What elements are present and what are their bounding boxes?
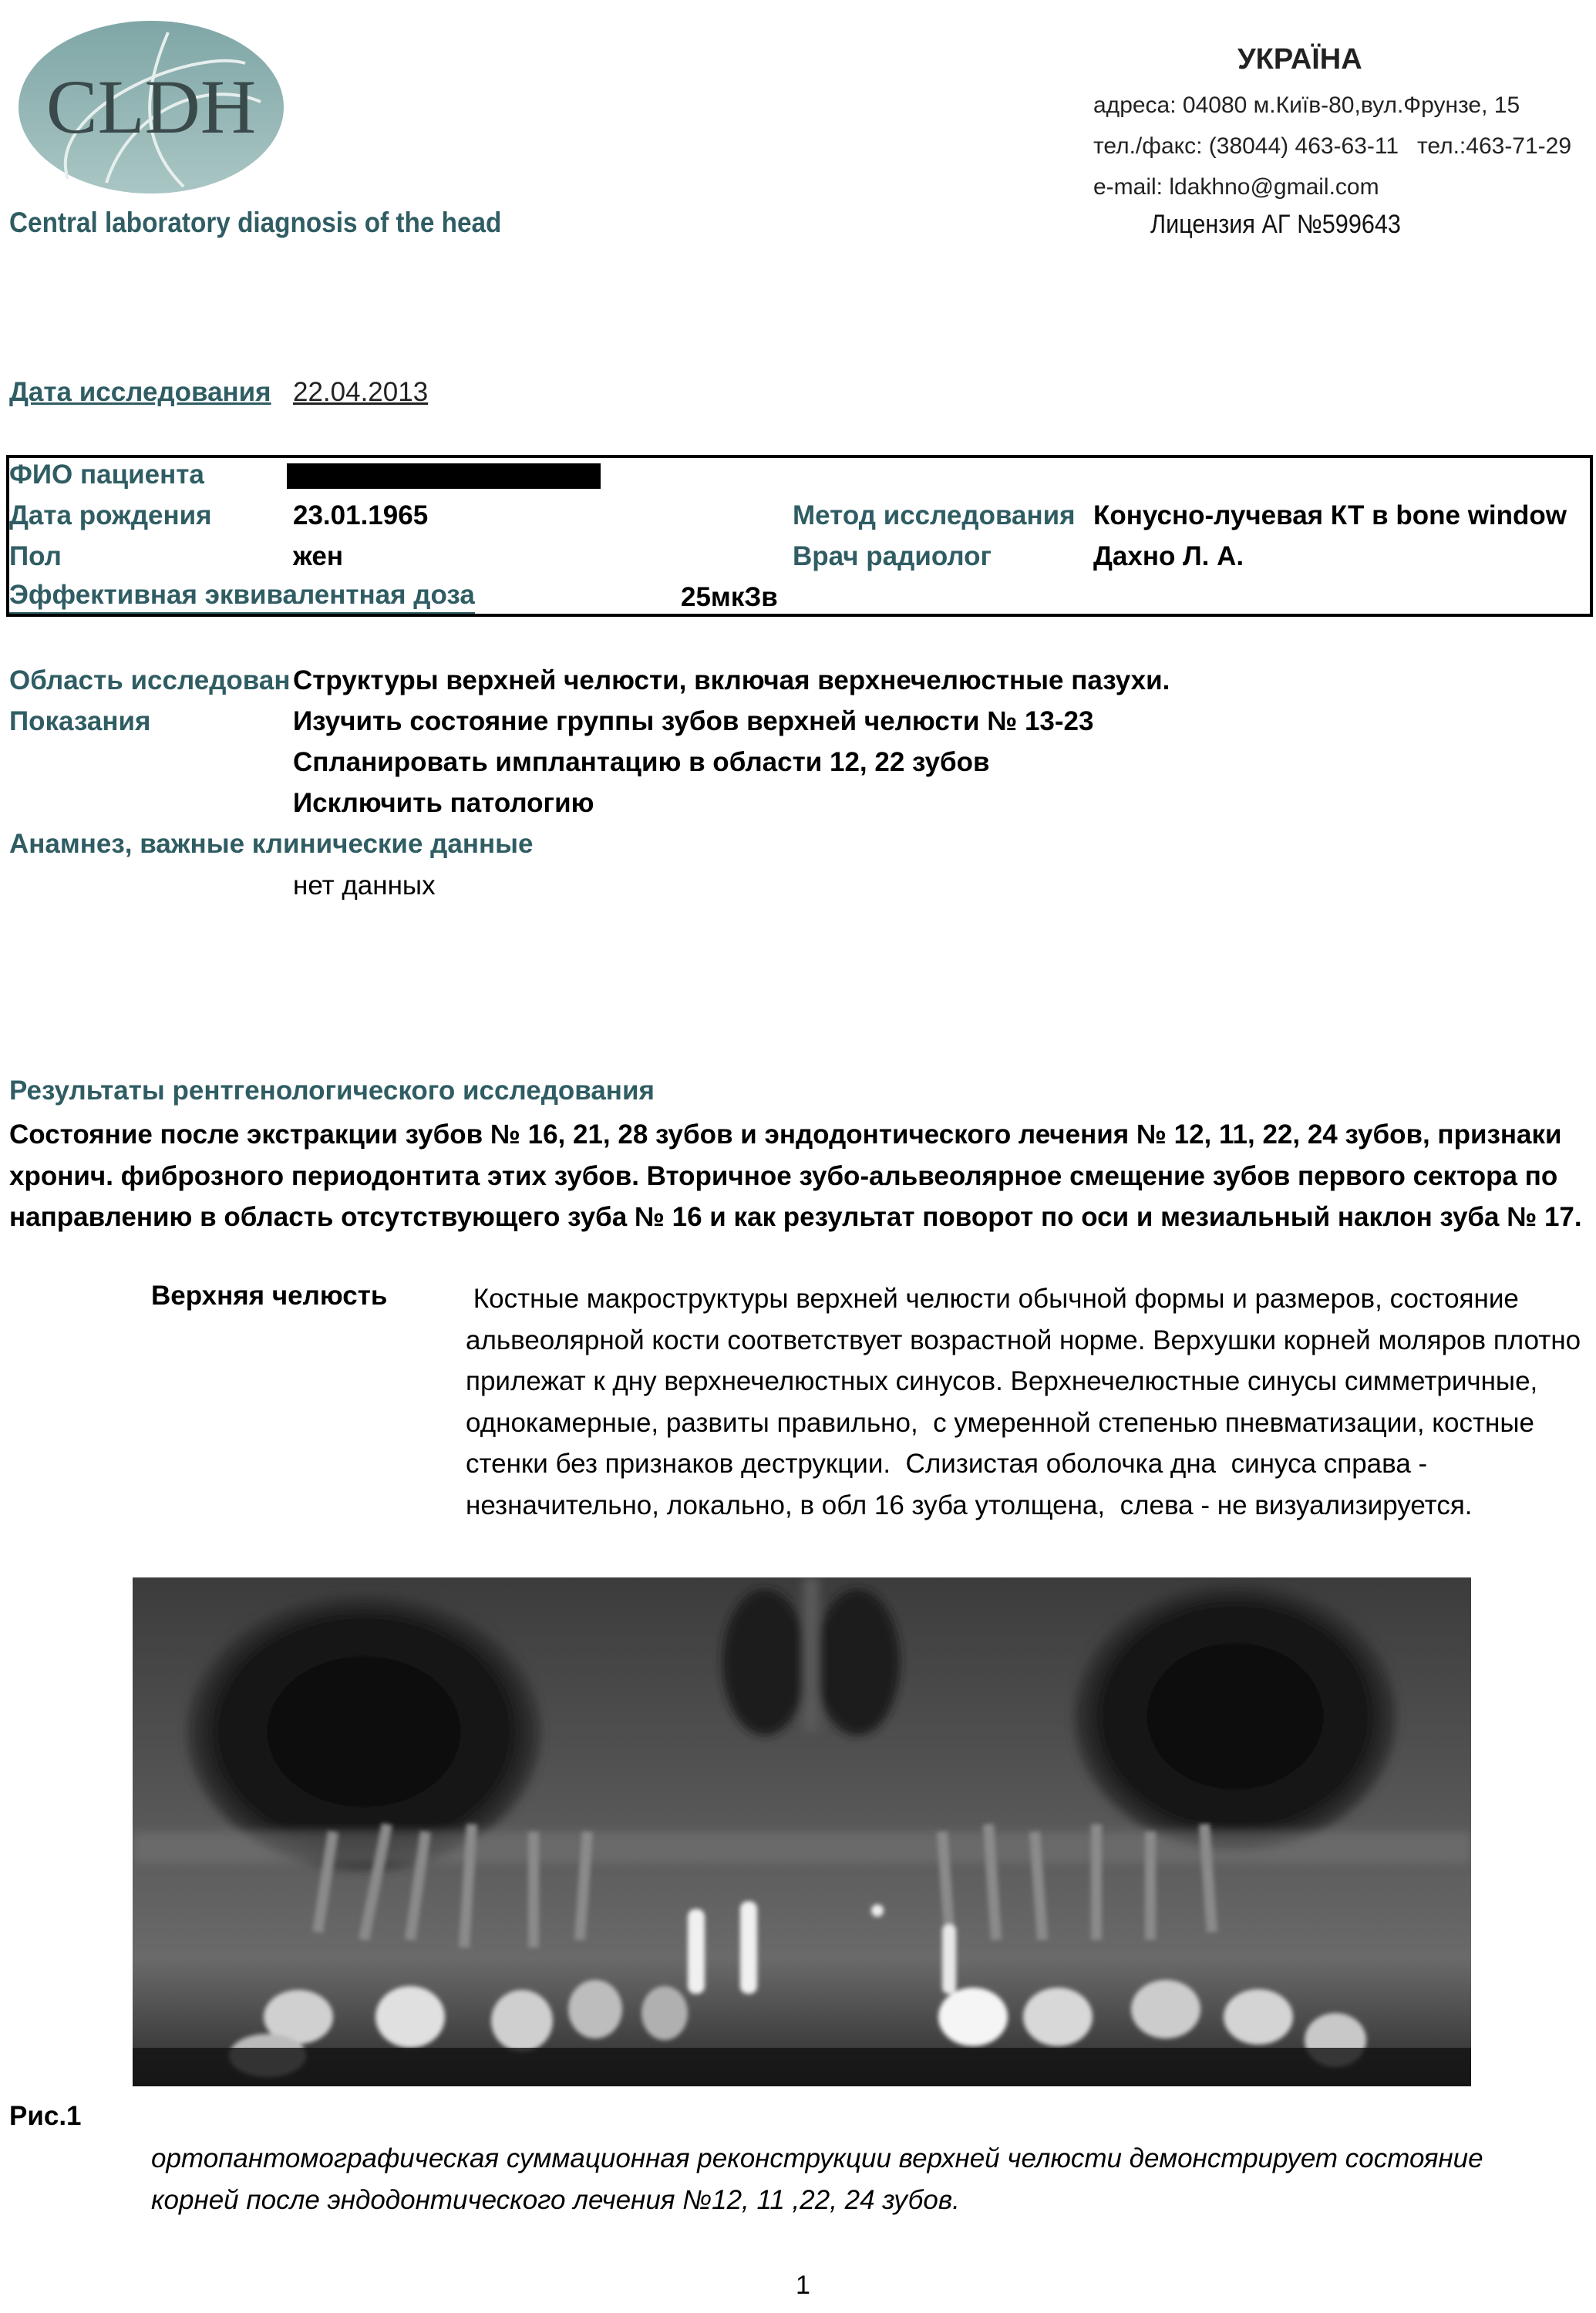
- phone: тел.:463-71-29: [1417, 133, 1572, 159]
- nasal-cavity-right: [815, 1589, 900, 1736]
- root-filling-11: [740, 1901, 757, 1994]
- sex-value: жен: [293, 541, 343, 571]
- method-label: Метод исследования: [793, 500, 1076, 530]
- right-maxillary-sinus: [1073, 1581, 1397, 1851]
- method-value: Конусно-лучевая КТ в bone window: [1093, 500, 1567, 530]
- tooth-crown: [1131, 1980, 1200, 2039]
- phone-fax: тел./факс: (38044) 463-63-11: [1093, 133, 1399, 159]
- logo-text: CLDH: [45, 64, 257, 150]
- anamnesis-label: Анамнез, важные клинические данные: [9, 829, 534, 859]
- birth-date-value: 23.01.1965: [293, 500, 429, 530]
- root-filling-12: [688, 1909, 705, 1994]
- nasal-septum: [803, 1577, 819, 1732]
- tooth-crown: [938, 1988, 1008, 2046]
- nasal-cavity-left: [722, 1589, 807, 1736]
- left-maxillary-sinus: [187, 1593, 541, 1870]
- tooth-crown: [568, 1980, 622, 2039]
- patient-name-label: ФИО пациента: [9, 460, 204, 490]
- study-date-label: Дата исследования: [9, 377, 271, 407]
- birth-date-label: Дата рождения: [9, 500, 212, 530]
- anamnesis-value: нет данных: [293, 870, 436, 901]
- occlusal-gap: [133, 2048, 1471, 2086]
- redacted-patient-name: [287, 463, 601, 489]
- tooth-crown: [1023, 1988, 1093, 2046]
- indication-item: Изучить состояние группы зубов верхней челюсти № 13-23: [293, 706, 1094, 736]
- indication-item: Исключить патологию: [293, 788, 594, 818]
- lab-name: Central laboratory diagnosis of the head: [9, 207, 502, 238]
- tooth-crown: [491, 1990, 553, 2052]
- cldh-logo: [14, 17, 288, 198]
- area-label: Область исследован: [9, 665, 291, 695]
- dose-label: Эффективная эквивалентная доза: [9, 578, 475, 614]
- figure-label: Рис.1: [9, 2101, 82, 2131]
- results-summary: Состояние после экстракции зубов № 16, 21, 28 зубов и эндодонтического лечения № 12, 11, 22, 24 зубов, признаки хронич. фиброзного периодонтита этих зубов. Вторичное зубо-альвеолярное смещение зубов первого сектора по направлению в область отсутствующего зуба № 16 и как результат поворот по оси и мезиальный наклон зуба № 17.: [9, 1119, 1582, 1232]
- country-title: УКРАЇНА: [1237, 43, 1362, 76]
- tooth-crown: [375, 1986, 445, 2048]
- area-value: Структуры верхней челюсти, включая верхнечелюстные пазухи.: [293, 665, 1170, 695]
- tooth-crown: [641, 1986, 688, 2040]
- email: e-mail: ldakhno@gmail.com: [1093, 174, 1379, 200]
- root-filling-apex: [871, 1904, 884, 1917]
- sex-label: Пол: [9, 541, 62, 571]
- indication-item: Спланировать имплантацию в области 12, 22 зубов: [293, 747, 990, 777]
- upper-jaw-label: Верхняя челюсть: [151, 1281, 388, 1311]
- panoramic-xray-image: [133, 1577, 1471, 2086]
- doctor-value: Дахно Л. А.: [1093, 541, 1244, 571]
- figure-caption: ортопантомографическая суммационная реконструкции верхней челюсти демонстрирует состояние корней после эндодонтического лечения №12, 11 ,22, 24 зубов.: [151, 2143, 1483, 2215]
- results-heading: Результаты рентгенологического исследования: [9, 1076, 655, 1106]
- page-number: 1: [796, 2271, 810, 2300]
- dose-value: 25мкЗв: [681, 582, 778, 612]
- study-date-value: 22.04.2013: [293, 377, 429, 407]
- address: адреса: 04080 м.Київ-80,вул.Фрунзе, 15: [1093, 93, 1520, 118]
- doctor-label: Врач радиолог: [793, 541, 992, 571]
- tooth-crown: [1224, 1989, 1293, 2045]
- root-filling-22: [942, 1924, 956, 1994]
- indications-label: Показания: [9, 706, 151, 736]
- upper-jaw-description: Костные макроструктуры верхней челюсти обычной формы и размеров, состояние альвеолярной кости соответствует возрастной норме. Верхушки корней моляров плотно прилежат к дну верхнечелюстных синусов. Верхнечелюстные синусы симметричные, однокамерные, развиты правильно, с умеренной степенью пневматизации, костные стенки без признаков деструкции. Слизистая оболочка дна синуса справа - незначительно, локально, в обл 16 зуба утолщена, слева - не визуализируется.: [466, 1284, 1588, 1520]
- license: Лицензия АГ №599643: [1150, 210, 1401, 239]
